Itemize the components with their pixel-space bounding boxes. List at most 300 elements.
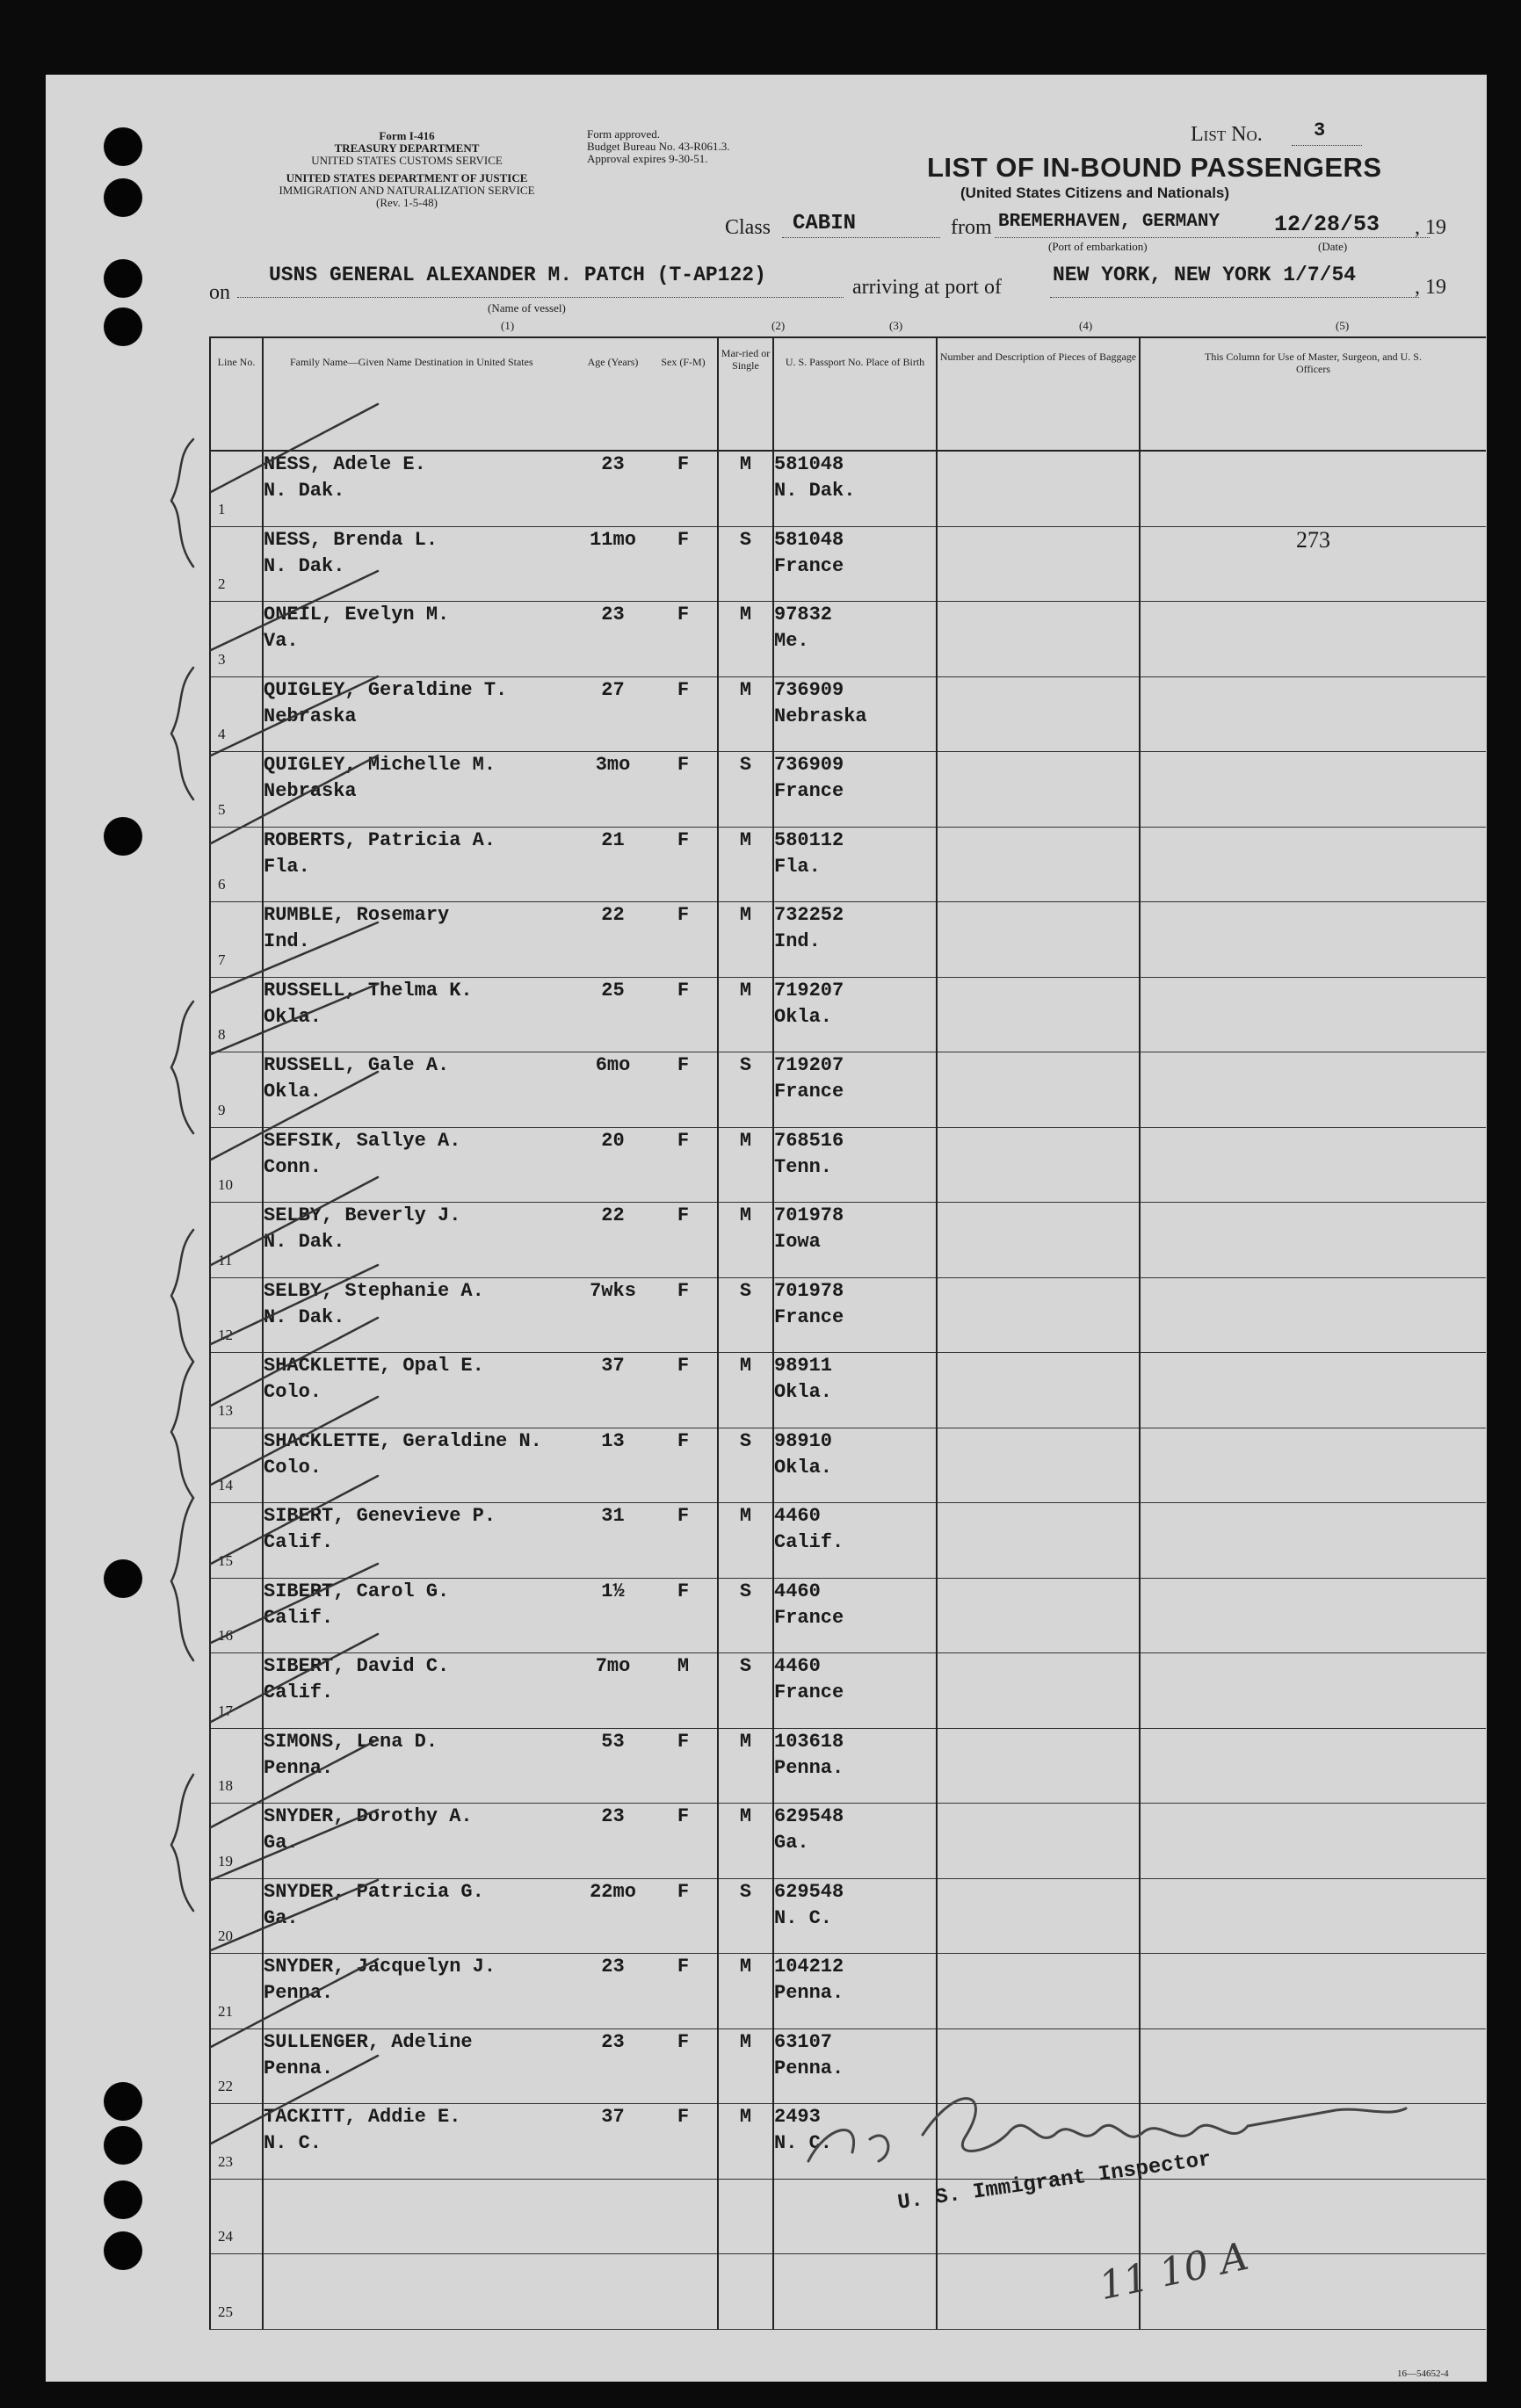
passenger-name: TACKITT, Addie E. <box>264 2106 461 2128</box>
col-header-age: Age (Years) <box>576 337 649 451</box>
port-caption: (Port of embarkation) <box>1048 240 1148 253</box>
officer-cell <box>1140 1428 1486 1503</box>
passenger-name: SELBY, Beverly J. <box>264 1204 461 1226</box>
passenger-sex: F <box>649 1052 718 1128</box>
officer-cell <box>1140 1804 1486 1879</box>
form-approved: Form approved. <box>587 127 661 141</box>
passenger-destination: N. Dak. <box>264 1231 345 1253</box>
place-of-birth: Me. <box>774 630 809 652</box>
place-of-birth: Fla. <box>774 855 821 878</box>
passport-cell <box>773 451 937 526</box>
place-of-birth: France <box>774 780 844 802</box>
passport-cell <box>773 1127 937 1203</box>
passenger-sex: F <box>649 2104 718 2180</box>
passport-cell <box>773 602 937 677</box>
passport-number: 581048 <box>774 528 844 551</box>
passport-number: 4460 <box>774 1505 821 1527</box>
passport-cell <box>773 1428 937 1503</box>
vessel-underline <box>237 297 844 298</box>
col-header-passport: U. S. Passport No. Place of Birth <box>773 337 937 451</box>
passenger-name: SHACKLETTE, Geraldine N. <box>264 1429 542 1452</box>
passenger-age: 11mo <box>576 526 649 602</box>
passenger-age: 23 <box>576 1804 649 1879</box>
officer-cell <box>1140 526 1486 602</box>
line-number-text: 15 <box>218 1551 233 1569</box>
passport-cell <box>773 1804 937 1879</box>
passport-cell <box>773 1203 937 1278</box>
passenger-age: 21 <box>576 827 649 902</box>
passenger-marital: S <box>718 1878 773 1954</box>
passenger-age: 22 <box>576 902 649 978</box>
inspector-stamp: U. S. Immigrant Inspector <box>896 2147 1213 2216</box>
line-number-text: 2 <box>218 575 226 592</box>
passenger-name: SIMONS, Lena D. <box>264 1730 438 1753</box>
justice-dept: UNITED STATES DEPARTMENT OF JUSTICE <box>286 171 528 184</box>
col-num-3: (3) <box>889 319 903 332</box>
line-number-text: 25 <box>218 2303 233 2320</box>
passenger-row <box>210 1653 1486 1729</box>
line-number-text: 16 <box>218 1627 233 1644</box>
passenger-age: 22mo <box>576 1878 649 1954</box>
passenger-sex: F <box>649 1127 718 1203</box>
passenger-age: 3mo <box>576 752 649 828</box>
line-number-text: 1 <box>218 500 226 517</box>
passenger-destination: N. C. <box>264 2132 322 2154</box>
list-no-value: 3 <box>1314 119 1326 141</box>
passenger-sex: F <box>649 1503 718 1579</box>
passenger-marital: M <box>718 1203 773 1278</box>
col-header-sex: Sex (F-M) <box>649 337 718 451</box>
from-label: from <box>951 216 992 239</box>
passenger-marital: M <box>718 451 773 526</box>
line-number-text: 14 <box>218 1477 233 1493</box>
passenger-destination: N. Dak. <box>264 480 345 502</box>
passenger-destination: N. Dak. <box>264 1305 345 1328</box>
line-number-text: 18 <box>218 1777 233 1794</box>
passenger-sex: F <box>649 1203 718 1278</box>
passenger-row <box>210 1277 1486 1353</box>
passenger-name: ONEIL, Evelyn M. <box>264 604 450 626</box>
line-number-text: 11 <box>218 1251 233 1269</box>
footer-code: 16—54652-4 <box>1397 2368 1449 2379</box>
passenger-age: 20 <box>576 1127 649 1203</box>
passenger-name-cell <box>263 2179 576 2254</box>
passenger-age: 37 <box>576 1353 649 1428</box>
line-number-text: 8 <box>218 1026 226 1043</box>
passenger-name: SNYDER, Jacquelyn J. <box>264 1956 496 1978</box>
passenger-marital: S <box>718 1428 773 1503</box>
passenger-row <box>210 451 1486 526</box>
place-of-birth: Iowa <box>774 1231 821 1253</box>
passenger-name: RUMBLE, Rosemary <box>264 904 450 926</box>
passenger-name: ROBERTS, Patricia A. <box>264 828 496 851</box>
on-label: on <box>209 281 230 304</box>
passport-number: 701978 <box>774 1204 844 1226</box>
place-of-birth: Okla. <box>774 1005 833 1028</box>
punch-hole <box>104 178 142 217</box>
passenger-marital: S <box>718 1052 773 1128</box>
approval-expires: Approval expires 9-30-51. <box>587 152 708 165</box>
passenger-marital: M <box>718 2104 773 2180</box>
place-of-birth: Okla. <box>774 1456 833 1479</box>
passenger-name: RUSSELL, Gale A. <box>264 1054 450 1076</box>
passport-number: 629548 <box>774 1805 844 1827</box>
passenger-destination: Va. <box>264 630 299 652</box>
passenger-row <box>210 1728 1486 1804</box>
passenger-row <box>210 1428 1486 1503</box>
officer-cell <box>1140 1203 1486 1278</box>
passenger-name: SNYDER, Dorothy A. <box>264 1805 473 1827</box>
officer-cell <box>1140 1578 1486 1653</box>
line-number-text: 23 <box>218 2152 233 2170</box>
passport-number: 4460 <box>774 1580 821 1602</box>
passenger-name: QUIGLEY, Michelle M. <box>264 754 496 776</box>
passport-number: 701978 <box>774 1279 844 1302</box>
baggage-cell <box>937 1653 1140 1729</box>
col-header-baggage: Number and Description of Pieces of Baggage <box>937 337 1140 451</box>
passenger-age: 37 <box>576 2104 649 2180</box>
officer-cell <box>1140 451 1486 526</box>
passport-cell <box>773 1954 937 2029</box>
vessel-name: USNS GENERAL ALEXANDER M. PATCH (T-AP122) <box>269 264 766 286</box>
passport-cell <box>773 1728 937 1804</box>
passenger-row <box>210 2254 1486 2330</box>
passenger-row <box>210 1127 1486 1203</box>
passenger-destination: Penna. <box>264 2057 334 2079</box>
passport-cell <box>773 827 937 902</box>
passenger-row <box>210 1954 1486 2029</box>
baggage-cell <box>937 602 1140 677</box>
passenger-age <box>576 2254 649 2330</box>
line-number-text: 24 <box>218 2228 233 2245</box>
passenger-row <box>210 1203 1486 1278</box>
form-header-left <box>209 130 605 209</box>
baggage-cell <box>937 1954 1140 2029</box>
passport-cell <box>773 2254 937 2330</box>
punch-hole <box>104 817 142 856</box>
passenger-destination: Colo. <box>264 1456 322 1479</box>
passenger-name: NESS, Brenda L. <box>264 528 438 551</box>
passport-number: 97832 <box>774 604 833 626</box>
col-header-officers: This Column for Use of Master, Surgeon, and U. S. Officers <box>1140 337 1486 451</box>
passenger-name: SIBERT, Genevieve P. <box>264 1505 496 1527</box>
passport-number: 98910 <box>774 1429 833 1452</box>
passport-cell <box>773 902 937 978</box>
line-number-text: 20 <box>218 1927 233 1944</box>
col-num-1: (1) <box>501 319 515 332</box>
passenger-age: 27 <box>576 676 649 752</box>
passenger-marital: M <box>718 676 773 752</box>
passenger-destination: Colo. <box>264 1381 322 1403</box>
baggage-cell <box>937 526 1140 602</box>
passenger-name: SEFSIK, Sallye A. <box>264 1129 461 1152</box>
passenger-sex: F <box>649 1277 718 1353</box>
passenger-sex: F <box>649 1353 718 1428</box>
place-of-birth: Penna. <box>774 1756 844 1779</box>
punch-hole <box>104 127 142 166</box>
passenger-marital: S <box>718 1277 773 1353</box>
place-of-birth: N. Dak. <box>774 480 856 502</box>
officer-cell <box>1140 602 1486 677</box>
baggage-cell <box>937 752 1140 828</box>
baggage-cell <box>937 1203 1140 1278</box>
line-number-text: 12 <box>218 1327 233 1343</box>
passenger-name: SHACKLETTE, Opal E. <box>264 1355 484 1377</box>
passenger-age: 31 <box>576 1503 649 1579</box>
passport-number: 98911 <box>774 1355 833 1377</box>
passenger-sex: F <box>649 676 718 752</box>
ins-service: IMMIGRATION AND NATURALIZATION SERVICE <box>279 184 535 197</box>
vessel-caption: (Name of vessel) <box>488 301 566 315</box>
passenger-sex: F <box>649 752 718 828</box>
passenger-age: 6mo <box>576 1052 649 1128</box>
passenger-row <box>210 676 1486 752</box>
class-label: Class <box>725 216 771 239</box>
passenger-marital: S <box>718 752 773 828</box>
year-suffix-2: , 19 <box>1415 276 1446 299</box>
place-of-birth: France <box>774 1606 844 1629</box>
officer-cell <box>1140 1954 1486 2029</box>
document-title: LIST OF IN-BOUND PASSENGERS <box>927 152 1382 183</box>
passenger-sex: F <box>649 451 718 526</box>
col-header-marital: Mar-ried or Single <box>718 337 773 451</box>
col-header-line: Line No. <box>210 337 263 451</box>
punch-hole <box>104 2231 142 2270</box>
passenger-destination: Conn. <box>264 1155 322 1178</box>
passenger-name: SNYDER, Patricia G. <box>264 1880 484 1903</box>
passenger-marital: M <box>718 1127 773 1203</box>
place-of-birth: Penna. <box>774 2057 844 2079</box>
passenger-row <box>210 1052 1486 1128</box>
passenger-age: 23 <box>576 1954 649 2029</box>
passenger-age: 23 <box>576 2028 649 2104</box>
passport-number: 719207 <box>774 1054 844 1076</box>
passenger-row <box>210 1878 1486 1954</box>
passenger-name: NESS, Adele E. <box>264 453 426 475</box>
form-number: Form I-416 <box>379 129 435 142</box>
passenger-age: 25 <box>576 977 649 1052</box>
passenger-age: 7mo <box>576 1653 649 1729</box>
passenger-marital <box>718 2179 773 2254</box>
passenger-destination: Ga. <box>264 1832 299 1854</box>
line-number-text: 3 <box>218 650 226 668</box>
passport-number: 581048 <box>774 453 844 475</box>
line-number-text: 17 <box>218 1702 233 1719</box>
place-of-birth: N. C. <box>774 1906 833 1929</box>
col-num-5: (5) <box>1336 319 1350 332</box>
officer-cell <box>1140 1878 1486 1954</box>
officer-cell <box>1140 1728 1486 1804</box>
passenger-sex: F <box>649 526 718 602</box>
document-subtitle: (United States Citizens and Nationals) <box>960 184 1230 201</box>
embarkation-date: 12/28/53 <box>1274 212 1380 237</box>
date-caption: (Date) <box>1318 240 1348 253</box>
passport-cell <box>773 977 937 1052</box>
punch-hole <box>104 2126 142 2165</box>
table-header-row <box>210 337 1486 451</box>
baggage-cell <box>937 1503 1140 1579</box>
passport-cell <box>773 1653 937 1729</box>
embarkation-port: BREMERHAVEN, GERMANY <box>998 212 1220 232</box>
baggage-cell <box>937 1428 1140 1503</box>
passenger-sex: M <box>649 1653 718 1729</box>
passenger-destination: Penna. <box>264 1982 334 2004</box>
handwritten-note: 11 10 A <box>1095 2233 1253 2310</box>
passenger-row <box>210 602 1486 677</box>
form-approval-block <box>587 128 729 165</box>
passenger-marital: M <box>718 1353 773 1428</box>
passport-number: 4460 <box>774 1655 821 1677</box>
passport-number: 732252 <box>774 904 844 926</box>
place-of-birth: Nebraska <box>774 705 867 727</box>
passenger-row <box>210 1353 1486 1428</box>
baggage-cell <box>937 1353 1140 1428</box>
year-suffix: , 19 <box>1415 216 1446 239</box>
line-number <box>210 2254 263 2330</box>
baggage-cell <box>937 1578 1140 1653</box>
passenger-marital: S <box>718 526 773 602</box>
passenger-sex <box>649 2179 718 2254</box>
officer-note: 273 <box>1296 526 1330 553</box>
officer-cell <box>1140 977 1486 1052</box>
passenger-sex: F <box>649 1954 718 2029</box>
handwritten-margin-marks <box>158 387 395 2187</box>
passenger-row <box>210 2179 1486 2254</box>
passenger-sex: F <box>649 2028 718 2104</box>
passenger-destination: Nebraska <box>264 780 357 802</box>
passenger-destination: Penna. <box>264 1756 334 1779</box>
passport-cell <box>773 1878 937 1954</box>
arrival-port: NEW YORK, NEW YORK 1/7/54 <box>1053 264 1357 286</box>
place-of-birth: France <box>774 1681 844 1703</box>
passport-cell <box>773 1277 937 1353</box>
line-number <box>210 2179 263 2254</box>
officer-cell <box>1140 1127 1486 1203</box>
baggage-cell <box>937 451 1140 526</box>
passenger-age: 23 <box>576 602 649 677</box>
passenger-marital: M <box>718 602 773 677</box>
line-number-text: 9 <box>218 1101 226 1118</box>
passenger-destination: Nebraska <box>264 705 357 727</box>
passenger-destination: N. Dak. <box>264 554 345 577</box>
passenger-sex: F <box>649 602 718 677</box>
arriving-label: arriving at port of <box>852 276 1002 299</box>
arrival-underline <box>1050 297 1419 298</box>
baggage-cell <box>937 1728 1140 1804</box>
passenger-marital: M <box>718 1728 773 1804</box>
col-num-2: (2) <box>771 319 786 332</box>
passenger-name: SULLENGER, Adeline <box>264 2030 473 2053</box>
punch-hole <box>104 307 142 346</box>
passenger-age: 7wks <box>576 1277 649 1353</box>
passenger-marital: M <box>718 1503 773 1579</box>
baggage-cell <box>937 1052 1140 1128</box>
passenger-name: SELBY, Stephanie A. <box>264 1279 484 1302</box>
baggage-cell <box>937 827 1140 902</box>
class-value: CABIN <box>793 212 857 235</box>
line-number-text: 4 <box>218 726 226 742</box>
passenger-row <box>210 902 1486 978</box>
passenger-row <box>210 827 1486 902</box>
passenger-row <box>210 1503 1486 1579</box>
passenger-marital: M <box>718 2028 773 2104</box>
passenger-name: SIBERT, David C. <box>264 1655 450 1677</box>
from-underline <box>995 237 1430 238</box>
passport-number: 63107 <box>774 2030 833 2053</box>
place-of-birth: Penna. <box>774 1982 844 2004</box>
place-of-birth: Okla. <box>774 1381 833 1403</box>
passenger-sex: F <box>649 902 718 978</box>
place-of-birth: Tenn. <box>774 1155 833 1178</box>
passenger-name: SIBERT, Carol G. <box>264 1580 450 1602</box>
passport-number: 768516 <box>774 1129 844 1152</box>
place-of-birth: France <box>774 1305 844 1328</box>
passenger-marital: M <box>718 902 773 978</box>
baggage-cell <box>937 977 1140 1052</box>
officer-cell <box>1140 827 1486 902</box>
passenger-row <box>210 1804 1486 1879</box>
passenger-sex <box>649 2254 718 2330</box>
passenger-name: RUSSELL, Thelma K. <box>264 979 473 1002</box>
passenger-destination: Calif. <box>264 1606 334 1629</box>
passport-number: 719207 <box>774 979 844 1002</box>
col-header-name: Family Name—Given Name Destination in United States <box>263 337 576 451</box>
passenger-sex: F <box>649 1728 718 1804</box>
punch-hole <box>104 2180 142 2219</box>
passport-cell <box>773 752 937 828</box>
line-number-text: 6 <box>218 876 226 893</box>
passenger-sex: F <box>649 1428 718 1503</box>
officer-cell <box>1140 1353 1486 1428</box>
place-of-birth: Ind. <box>774 930 821 952</box>
passenger-row <box>210 977 1486 1052</box>
passport-number: 629548 <box>774 1880 844 1903</box>
line-number-text: 22 <box>218 2078 233 2094</box>
col-num-4: (4) <box>1079 319 1093 332</box>
baggage-cell <box>937 676 1140 752</box>
passenger-sex: F <box>649 1804 718 1879</box>
officer-cell <box>1140 1503 1486 1579</box>
passenger-sex: F <box>649 1878 718 1954</box>
passenger-marital: M <box>718 1954 773 2029</box>
passenger-destination: Ind. <box>264 930 310 952</box>
passenger-name: QUIGLEY, Geraldine T. <box>264 678 508 701</box>
passenger-destination: Fla. <box>264 855 310 878</box>
place-of-birth: France <box>774 1081 844 1103</box>
passport-cell <box>773 1353 937 1428</box>
line-number-text: 19 <box>218 1852 233 1869</box>
line-number-text: 7 <box>218 951 226 968</box>
passenger-sex: F <box>649 827 718 902</box>
passenger-destination: Calif. <box>264 1531 334 1553</box>
treasury-dept: TREASURY DEPARTMENT <box>334 141 480 155</box>
class-underline <box>782 237 940 238</box>
passport-number: 2493 <box>774 2106 821 2128</box>
passenger-sex: F <box>649 977 718 1052</box>
place-of-birth: N. C. <box>774 2132 833 2154</box>
passenger-marital: S <box>718 1578 773 1653</box>
passenger-age: 22 <box>576 1203 649 1278</box>
passenger-age: 1½ <box>576 1578 649 1653</box>
baggage-cell <box>937 1277 1140 1353</box>
passenger-age: 13 <box>576 1428 649 1503</box>
list-no-label: List No. <box>1191 123 1263 146</box>
passport-cell <box>773 1052 937 1128</box>
place-of-birth: France <box>774 554 844 577</box>
passenger-age: 23 <box>576 451 649 526</box>
revision: (Rev. 1-5-48) <box>376 196 438 209</box>
passenger-row <box>210 752 1486 828</box>
